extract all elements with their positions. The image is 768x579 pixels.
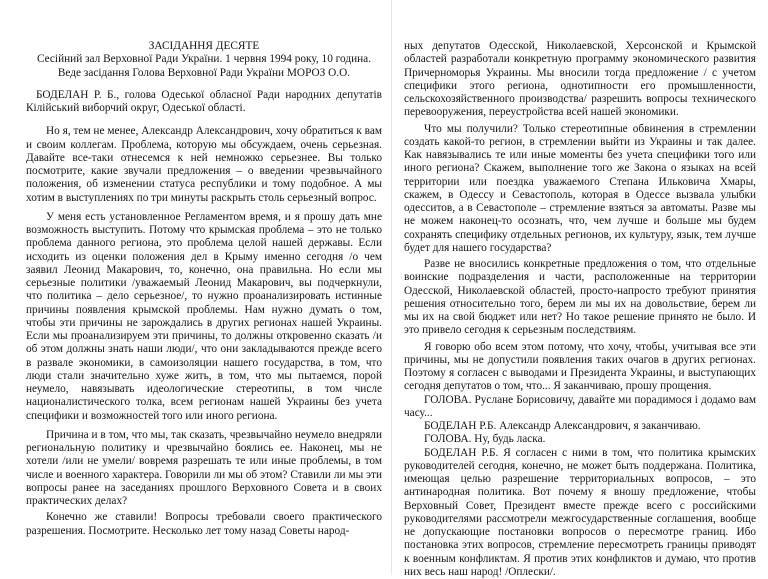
paragraph-continued: ных депутатов Одесской, Николаевской, Херсонской и Крымской областей разработали конкретную программу экономического развития Причерноморья Украины. Мы вносили тогда предложение / с учетом специфики этого региона, однотипности его промышленности, сельскохозяйственного производства/ разрешить вопросы технического перевооружения, переустройства всей нашей экономики. xyxy=(404,40,756,120)
session-title: ЗАСІДАННЯ ДЕСЯТЕ xyxy=(26,40,382,53)
chair-remark: ГОЛОВА. Ну, будь ласка. xyxy=(404,433,756,446)
session-header xyxy=(26,40,382,80)
chair-remark: ГОЛОВА. Руслане Борисовичу, давайте ми порадимося і додамо вам часу... xyxy=(404,394,756,421)
speaker-remark: БОДЕЛАН Р.Б. Александр Александрович, я заканчиваю. xyxy=(404,420,756,433)
paragraph: Причина и в том, что мы, так сказать, чрезвычайно неумело внедряли региональную политику и чрезвычайно боялись ее. Наконец, мы не хотели /или не умели/ вовремя разрешать те или иные проблемы, в том числе и военного характера. Говорили ли мы об этом? Ставили ли мы эти вопросы ранее на заседаниях прошлого Верховного Совета и в своих практических делах? xyxy=(26,429,382,509)
paragraph: Но я, тем не менее, Александр Александрович, хочу обратиться к вам и своим коллегам. Проблема, которую мы обсуждаем, очень серьезная. Давайте все-таки отнесемся к ней немножко серьезнее. Вы только посмотрите, какие звучали предложения – о введении чрезвычайного положения, об изменении статуса республики и тому подобное. А мы хотим в выступлениях по три минуты раскрыть столь серьезный вопрос. xyxy=(26,125,382,205)
session-location-line: Сесійний зал Верховної Ради України. 1 червня 1994 року, 10 година. xyxy=(26,53,382,66)
paragraph: Разве не вносились конкретные предложения о том, что отдельные воинские подразделения и части, расположенные на территории Одесской, Николаевской областей, просто-напросто требуют принятия решения относительно того, берем ли мы их на довольствие, берем ли мы их на свой бюджет или нет? Но такое решение принято не было. И это привело сегодня к серьезным последствиям. xyxy=(404,258,756,338)
right-page xyxy=(404,40,756,579)
paragraph: Я говорю обо всем этом потому, что хочу, чтобы, учитывая все эти причины, мы не допустили появления таких очагов в других регионах. Поэтому я согласен с выводами и Президента Украины, и выступающих сегодня депутатов о том, что... Я заканчиваю, прошу прощения. xyxy=(404,341,756,394)
speaker-remark: БОДЕЛАН Р.Б. Я согласен с ними в том, что политика крымских руководителей сегодня, конечно, не может быть поддержана. Политика, имеющая целью разрешение территориальных вопросов, – это антинародная политика. Вот почему я вношу предложение, чтобы Верховный Совет, Президент вместе прежде всего с российскими руководителями рассмотрели межгосударственные соглашения, вообще не допускающие постановки вопросов о пересмотре границ. Ибо постановка этих вопросов, стремление пересмотреть границы приводят к военным конфликтам. Я против этих конфликтов и думаю, что против них весь наш народ! /Оплески/. xyxy=(404,447,756,579)
paragraph: Конечно же ставили! Вопросы требовали своего практического разрешения. Посмотрите. Несколько лет тому назад Советы народ- xyxy=(26,511,382,538)
left-page xyxy=(26,40,382,538)
session-chair-line: Веде засідання Голова Верховної Ради України МОРОЗ О.О. xyxy=(26,67,382,80)
paragraph: Что мы получили? Только стереотипные обвинения в стремлении создать какой-то регион, в стремлении выйти из Украины и так далее. Как навязывались те или иные моменты без учета специфики того или иного региона? Скажем, выполнение того же Закона о языках на всей территории или поездка уважаемого Степана Ильковича Хмары, скажем, в Одессу и Севастополь, которая в Одессе вызвала улыбки одесситов, а в Севастополе – стремление взяться за автоматы. Разве мы не можем наконец-то осознать, что, чем лучше и больше мы будем сохранять специфику отдельных регионов, их культуру, язык, тем лучше будет для нашего государства? xyxy=(404,123,756,256)
speaker-intro: БОДЕЛАН Р. Б., голова Одеської обласної Ради народних депутатів Кілійський виборчий округ, Одеської області. xyxy=(26,89,382,116)
paragraph: У меня есть установленное Регламентом время, и я прошу дать мне возможность выступить. Потому что крымская проблема – это не только проблема данного региона, это проблема целой нашей державы. Если исходить из оценки положения дел в Крыму именно сегодня /о чем заявил Леонид Макарович, то, конечно, она правильна. Но если мы серьезные политики /уважаемый Леонид Макарович, вы подчеркнули, что политика – дело серьезное/, то нужно проанализировать истинные причины появления крымской проблемы. Нам нужно думать о том, чтобы эти причины не зарождались в других регионах нашей Украины. Если мы проанализируем эти причины, то должны откровенно сказать /и об этом должны знать наши люди/, что они закладываются прежде всего в развале экономики, в самоизоляции нашего государства, в том, что люди стали значительно хуже жить, в том, что мы пытаемся, порой неумело, навязывать идеологические стереотипы, в том числе националистического толка, всем регионам нашей Украины без учета специфики и возможностей того или иного региона. xyxy=(26,211,382,423)
page-gutter xyxy=(391,0,392,575)
